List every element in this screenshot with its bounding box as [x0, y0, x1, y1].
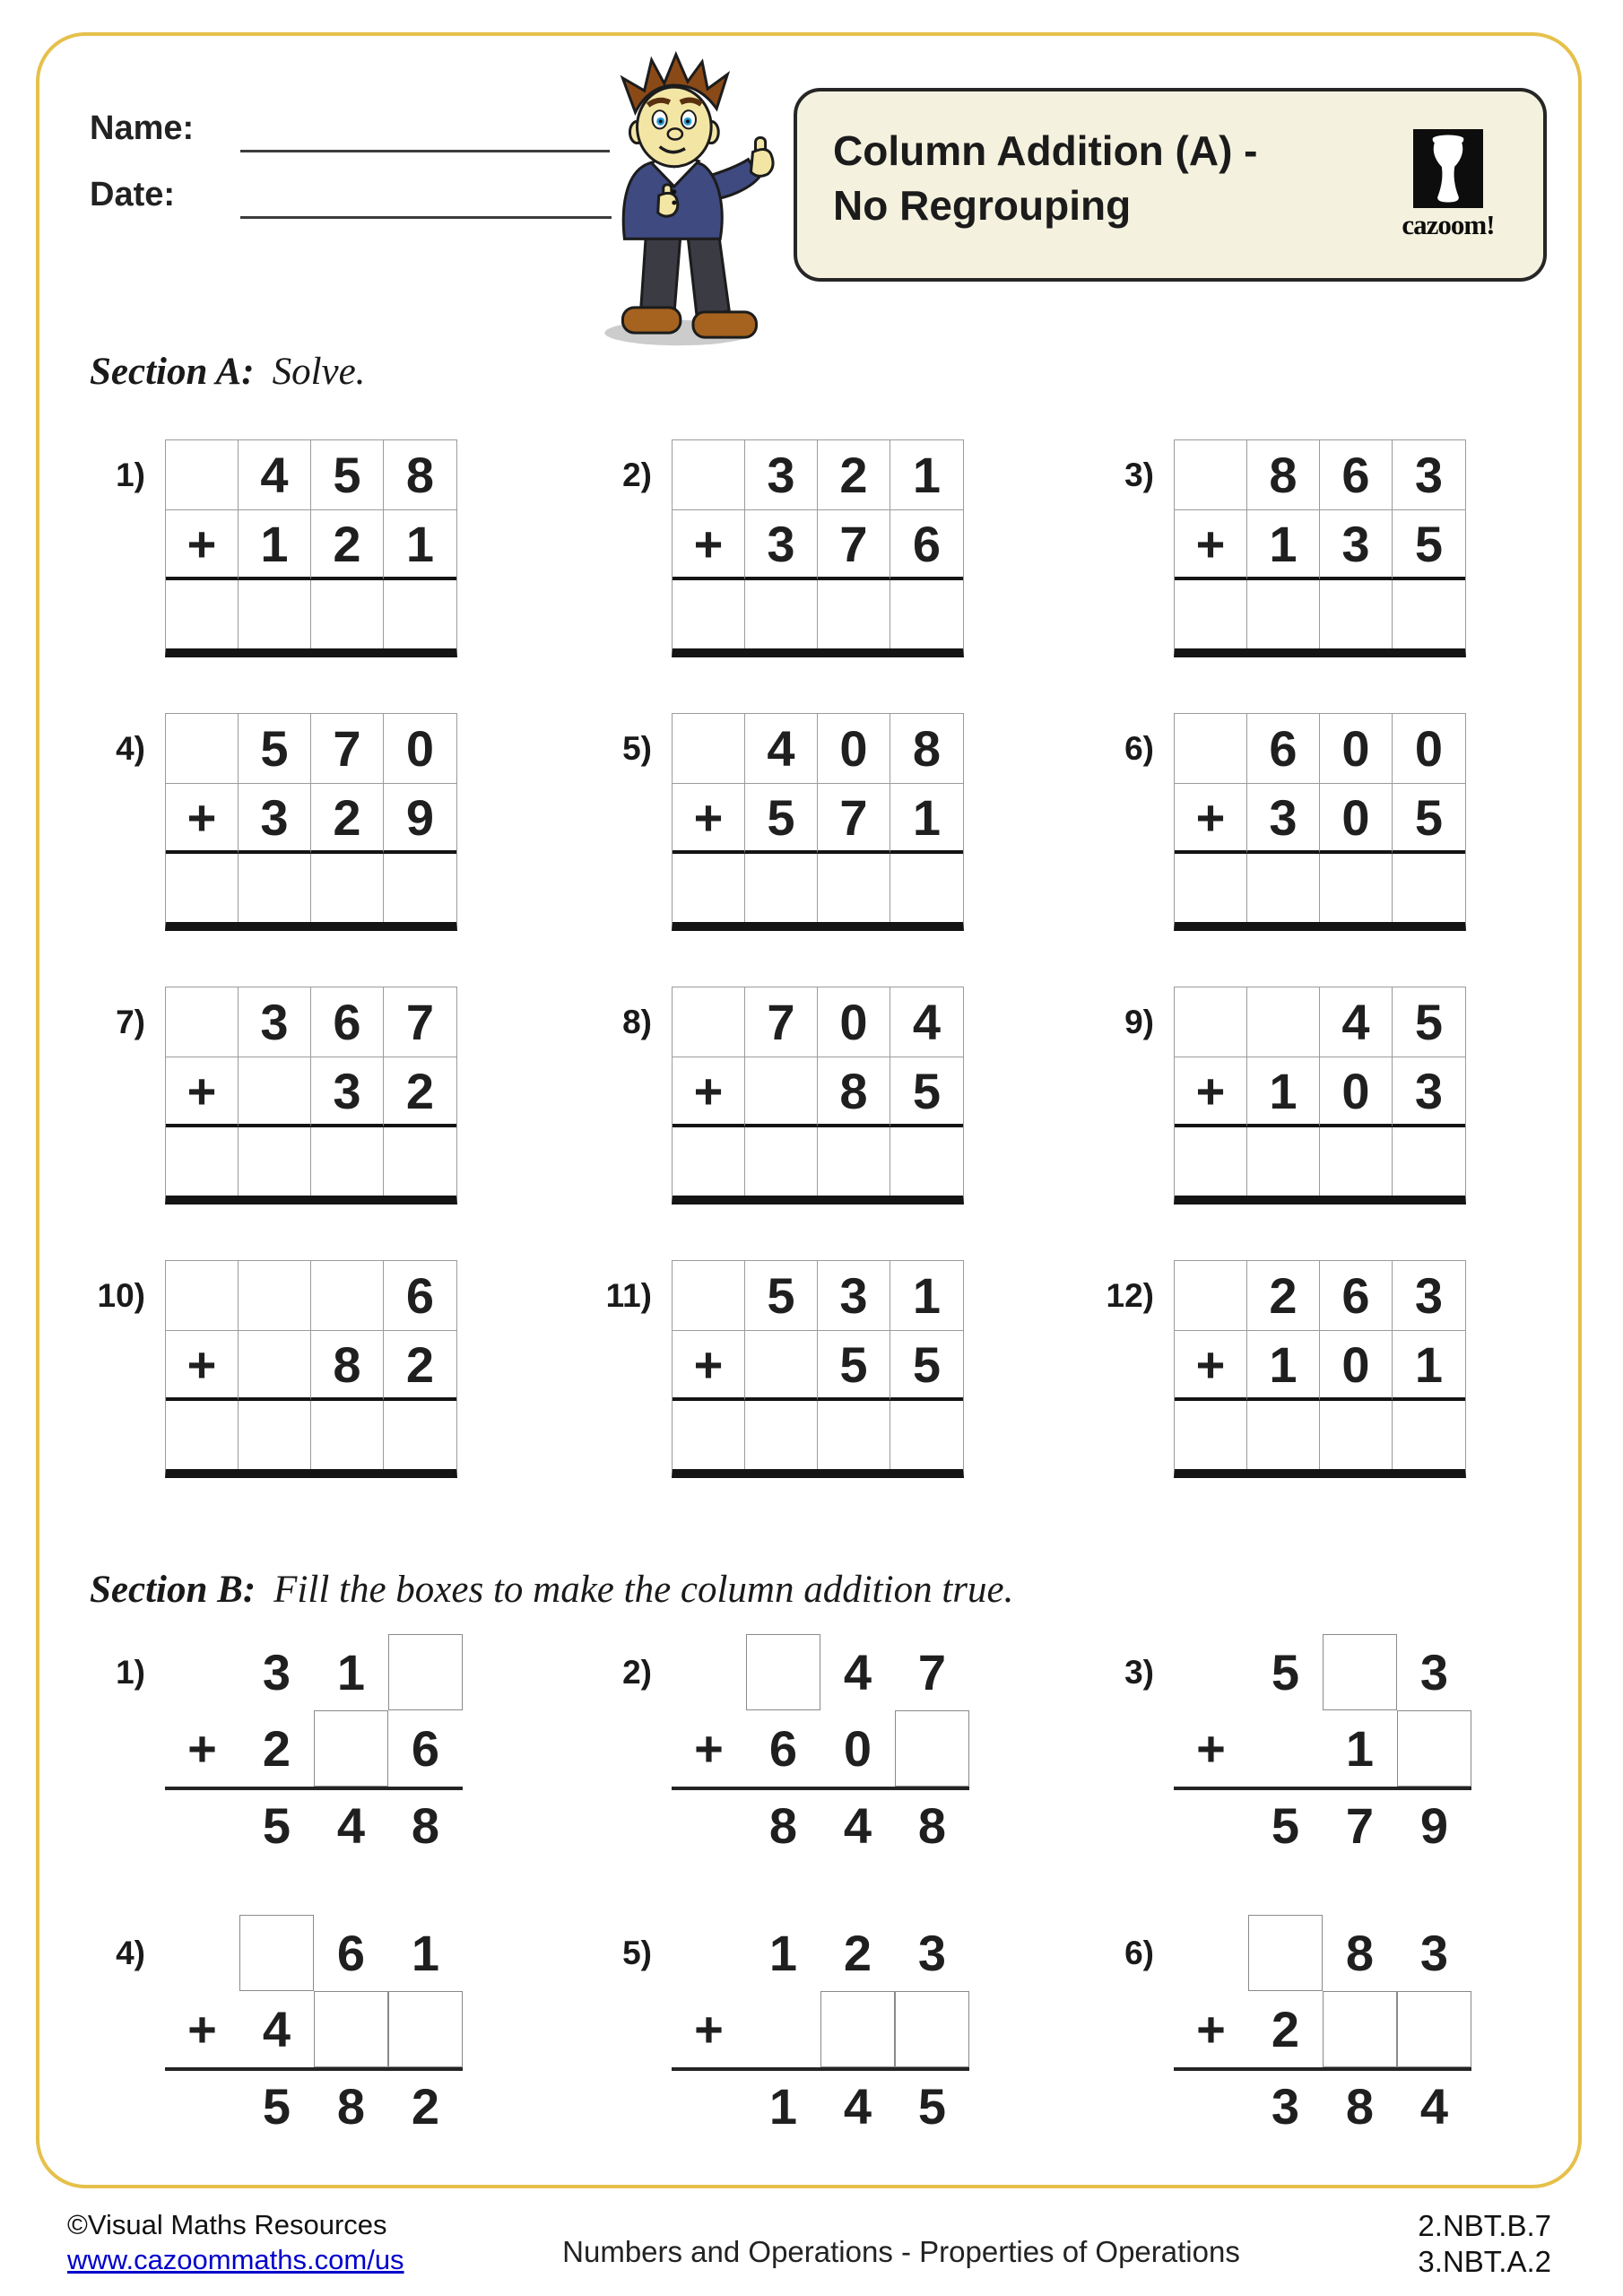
empty-cell — [166, 1261, 239, 1331]
digit-cell: 2 — [843, 1925, 872, 1981]
fill-box[interactable] — [314, 1991, 388, 2067]
fill-in-problem-grid — [1174, 1634, 1471, 1855]
sum-digit: 1 — [768, 2077, 798, 2135]
fill-box[interactable] — [895, 1710, 969, 1787]
answer-cell[interactable] — [311, 580, 384, 648]
digit-cell: 3 — [1320, 510, 1393, 580]
problem-number: 3) — [1124, 1654, 1154, 1691]
digit-cell: 7 — [818, 510, 890, 580]
digit-cell: 2 — [818, 440, 890, 510]
footer-standards — [1418, 2208, 1551, 2279]
digit-cell: 5 — [1393, 987, 1465, 1057]
addition-table — [672, 439, 964, 657]
addition-table — [672, 1260, 964, 1478]
date-input-line[interactable] — [240, 216, 612, 219]
digit-cell: 0 — [1320, 784, 1393, 854]
sum-digit: 4 — [843, 1796, 872, 1854]
sum-digit: 8 — [917, 1796, 947, 1854]
digit-cell: 6 — [1247, 714, 1320, 784]
digit-cell: 4 — [890, 987, 963, 1057]
sum-digit: 4 — [336, 1796, 366, 1854]
fill-box[interactable] — [895, 1991, 969, 2067]
digit-cell: 0 — [384, 714, 456, 784]
problem-number: 8) — [622, 1004, 652, 1040]
answer-cell[interactable] — [1320, 580, 1393, 648]
answer-cell[interactable] — [166, 1401, 239, 1469]
digit-cell: 5 — [745, 784, 818, 854]
answer-cell[interactable] — [1393, 854, 1465, 922]
answer-cell[interactable] — [166, 854, 239, 922]
answer-cell[interactable] — [1247, 580, 1320, 648]
empty-cell — [1175, 440, 1247, 510]
addition-table — [165, 439, 457, 657]
digit-cell: 0 — [843, 1720, 872, 1777]
addition-problem — [90, 1260, 596, 1478]
empty-cell — [1174, 2071, 1248, 2135]
problem-number: 1) — [116, 457, 145, 493]
sum-digit: 3 — [1271, 2077, 1300, 2135]
section-b-heading — [90, 1568, 1013, 1612]
answer-cell[interactable] — [1247, 1401, 1320, 1469]
answer-cell[interactable] — [1320, 1127, 1393, 1196]
digit-cell: 2 — [384, 1331, 456, 1401]
digit-cell: 6 — [384, 1261, 456, 1331]
addition-problem — [90, 987, 596, 1205]
problem-number: 12) — [1106, 1277, 1154, 1314]
title-line-2: No Regrouping — [833, 181, 1132, 229]
digit-cell: 0 — [1320, 1057, 1393, 1127]
answer-cell[interactable] — [673, 580, 745, 648]
digit-cell: 6 — [768, 1720, 798, 1777]
addition-table — [672, 987, 964, 1205]
digit-cell: 7 — [745, 987, 818, 1057]
digit-cell: 3 — [1419, 1644, 1449, 1700]
addition-problem — [596, 439, 1098, 657]
digit-cell: 5 — [239, 714, 311, 784]
digit-cell: 0 — [1393, 714, 1465, 784]
fill-box[interactable] — [388, 1634, 463, 1710]
empty-cell — [673, 714, 745, 784]
addition-problem — [90, 713, 596, 931]
digit-cell: 5 — [311, 440, 384, 510]
digit-cell: 3 — [1393, 1261, 1465, 1331]
worksheet-title — [833, 124, 1258, 232]
cazoom-logo-text: cazoom! — [1402, 209, 1495, 240]
sum-digit: 4 — [843, 2077, 872, 2135]
fill-in-problem-grid — [165, 1634, 463, 1855]
problem-number: 5) — [622, 1935, 652, 1971]
digit-cell: 1 — [1247, 510, 1320, 580]
digit-cell: 8 — [818, 1057, 890, 1127]
section-a-label: Section A: — [90, 351, 255, 393]
section-a-heading — [90, 350, 365, 394]
empty-cell — [672, 2071, 746, 2135]
addition-problem — [596, 1260, 1098, 1478]
sum-digit: 5 — [262, 1796, 291, 1854]
problem-number: 6) — [1124, 1935, 1154, 1971]
plus-sign: + — [673, 1331, 745, 1401]
digit-cell: 2 — [262, 1720, 291, 1777]
empty-cell — [1247, 987, 1320, 1057]
answer-cell[interactable] — [745, 1127, 818, 1196]
answer-cell[interactable] — [818, 1127, 890, 1196]
problem-number: 9) — [1124, 1004, 1154, 1040]
digit-cell: 3 — [1393, 440, 1465, 510]
digit-cell: 5 — [890, 1057, 963, 1127]
digit-cell: 7 — [311, 714, 384, 784]
problem-number: 5) — [622, 730, 652, 767]
sum-digit: 5 — [1271, 1796, 1300, 1854]
footer-topic: Numbers and Operations - Properties of Operations — [562, 2235, 1240, 2268]
digit-cell: 0 — [1320, 714, 1393, 784]
standard-code-1: 2.NBT.B.7 — [1418, 2209, 1551, 2242]
fill-in-problem-grid — [672, 1915, 969, 2135]
digit-cell: 4 — [262, 2001, 291, 2057]
empty-cell — [745, 1057, 818, 1127]
digit-cell: 1 — [1393, 1331, 1465, 1401]
empty-cell — [239, 1261, 311, 1331]
empty-cell — [673, 1261, 745, 1331]
addition-table — [1174, 1260, 1466, 1478]
digit-cell: 3 — [311, 1057, 384, 1127]
answer-cell[interactable] — [1320, 1401, 1393, 1469]
plus-sign: + — [166, 1331, 239, 1401]
standard-code-2: 3.NBT.A.2 — [1418, 2244, 1551, 2278]
empty-cell — [239, 1331, 311, 1401]
plus-sign: + — [1196, 1720, 1226, 1777]
fill-box[interactable] — [1397, 1991, 1471, 2067]
addition-problem — [1098, 1260, 1551, 1478]
addition-problem — [1098, 439, 1551, 657]
problem-number: 7) — [116, 1004, 145, 1040]
fill-in-problem-grid — [165, 1915, 463, 2135]
digit-cell: 7 — [384, 987, 456, 1057]
addition-problem — [1098, 1634, 1551, 1855]
problem-number: 10) — [97, 1277, 145, 1314]
digit-cell: 6 — [311, 987, 384, 1057]
fill-box[interactable] — [746, 1634, 820, 1710]
fill-box[interactable] — [239, 1915, 314, 1991]
digit-cell: 3 — [818, 1261, 890, 1331]
fill-box[interactable] — [820, 1991, 895, 2067]
sum-digit: 5 — [917, 2077, 947, 2135]
title-line-1: Column Addition (A) - — [833, 127, 1258, 174]
answer-cell[interactable] — [745, 580, 818, 648]
plus-sign: + — [166, 784, 239, 854]
digit-cell: 8 — [890, 714, 963, 784]
problem-number: 6) — [1124, 730, 1154, 767]
empty-cell — [239, 1057, 311, 1127]
digit-cell: 6 — [336, 1925, 366, 1981]
empty-cell — [1174, 1915, 1248, 1991]
digit-cell: 0 — [818, 714, 890, 784]
sum-digit: 4 — [1419, 2077, 1449, 2135]
empty-cell — [672, 1915, 746, 1991]
fill-box[interactable] — [1323, 1634, 1397, 1710]
problem-number: 4) — [116, 730, 145, 767]
addition-problem — [596, 1634, 1098, 1855]
digit-cell: 4 — [745, 714, 818, 784]
section-b-instruction: Fill the boxes to make the column addition true. — [273, 1569, 1014, 1611]
digit-cell: 3 — [1247, 784, 1320, 854]
sum-digit: 8 — [1345, 2077, 1375, 2135]
digit-cell: 5 — [890, 1331, 963, 1401]
answer-cell[interactable] — [890, 1401, 963, 1469]
digit-cell: 2 — [1247, 1261, 1320, 1331]
digit-cell: 0 — [818, 987, 890, 1057]
digit-cell: 6 — [890, 510, 963, 580]
sum-digit: 8 — [411, 1796, 440, 1854]
addition-table — [165, 987, 457, 1205]
digit-cell: 7 — [917, 1644, 947, 1700]
answer-cell[interactable] — [1393, 580, 1465, 648]
digit-cell: 1 — [1345, 1720, 1375, 1777]
digit-cell: 4 — [843, 1644, 872, 1700]
digit-cell: 8 — [1247, 440, 1320, 510]
answer-cell[interactable] — [239, 580, 311, 648]
problem-number: 3) — [1124, 457, 1154, 493]
plus-sign: + — [673, 1057, 745, 1127]
addition-table — [1174, 713, 1466, 931]
problem-number: 2) — [622, 457, 652, 493]
empty-cell — [1175, 987, 1247, 1057]
digit-cell: 7 — [818, 784, 890, 854]
plus-sign: + — [1196, 2001, 1226, 2057]
fill-box[interactable] — [314, 1710, 388, 1787]
plus-sign: + — [694, 2001, 724, 2057]
answer-cell[interactable] — [239, 854, 311, 922]
answer-cell[interactable] — [384, 1127, 456, 1196]
answer-cell[interactable] — [673, 854, 745, 922]
empty-cell — [165, 1634, 239, 1710]
answer-cell[interactable] — [818, 1401, 890, 1469]
section-b-problems — [90, 1634, 1551, 2135]
plus-sign: + — [673, 510, 745, 580]
digit-cell: 1 — [384, 510, 456, 580]
date-label: Date: — [90, 176, 176, 213]
copyright-text: ©Visual Maths Resources — [67, 2209, 387, 2240]
cazoom-logo — [1394, 129, 1502, 241]
problem-number: 2) — [622, 1654, 652, 1691]
answer-cell[interactable] — [1175, 854, 1247, 922]
plus-sign: + — [166, 1057, 239, 1127]
answer-cell[interactable] — [1393, 1401, 1465, 1469]
answer-cell[interactable] — [818, 580, 890, 648]
answer-cell[interactable] — [890, 580, 963, 648]
sum-digit: 9 — [1419, 1796, 1449, 1854]
addition-problem — [1098, 987, 1551, 1205]
digit-cell: 3 — [745, 440, 818, 510]
addition-table — [165, 1260, 457, 1478]
digit-cell: 4 — [239, 440, 311, 510]
cazoom-website-link[interactable]: www.cazoommaths.com/us — [67, 2243, 404, 2275]
fill-box[interactable] — [1323, 1991, 1397, 2067]
fill-in-problem-grid — [672, 1634, 969, 1855]
plus-sign: + — [1175, 1331, 1247, 1401]
plus-sign: + — [166, 510, 239, 580]
digit-cell: 1 — [239, 510, 311, 580]
sum-digit: 8 — [768, 1796, 798, 1854]
digit-cell: 1 — [890, 1261, 963, 1331]
empty-cell — [1175, 1261, 1247, 1331]
plus-sign: + — [187, 1720, 217, 1777]
answer-cell[interactable] — [1175, 1127, 1247, 1196]
addition-problem — [90, 439, 596, 657]
answer-cell[interactable] — [673, 1127, 745, 1196]
problem-number: 1) — [116, 1654, 145, 1691]
addition-problem — [1098, 713, 1551, 931]
empty-cell — [1174, 1790, 1248, 1855]
digit-cell: 1 — [890, 440, 963, 510]
digit-cell: 5 — [1393, 784, 1465, 854]
digit-cell: 6 — [1320, 1261, 1393, 1331]
answer-cell[interactable] — [673, 1401, 745, 1469]
digit-cell: 3 — [262, 1644, 291, 1700]
empty-cell — [672, 1790, 746, 1855]
answer-cell[interactable] — [311, 1401, 384, 1469]
addition-table — [1174, 439, 1466, 657]
digit-cell: 3 — [1393, 1057, 1465, 1127]
empty-cell — [1248, 1710, 1323, 1787]
digit-cell: 2 — [1271, 2001, 1300, 2057]
addition-problem — [596, 713, 1098, 931]
fill-in-problem-grid — [1174, 1915, 1471, 2135]
digit-cell: 1 — [890, 784, 963, 854]
answer-cell[interactable] — [311, 854, 384, 922]
plus-sign: + — [187, 2001, 217, 2057]
answer-cell[interactable] — [166, 1127, 239, 1196]
digit-cell: 8 — [1345, 1925, 1375, 1981]
answer-cell[interactable] — [1175, 1401, 1247, 1469]
sum-digit: 5 — [262, 2077, 291, 2135]
empty-cell — [166, 714, 239, 784]
addition-table — [1174, 987, 1466, 1205]
digit-cell: 9 — [384, 784, 456, 854]
name-label: Name: — [90, 109, 195, 147]
empty-cell — [166, 987, 239, 1057]
digit-cell: 1 — [1247, 1057, 1320, 1127]
sum-digit: 7 — [1345, 1796, 1375, 1854]
name-input-line[interactable] — [240, 150, 610, 152]
section-a-problems — [90, 439, 1551, 1478]
answer-cell[interactable] — [890, 854, 963, 922]
digit-cell: 0 — [1320, 1331, 1393, 1401]
digit-cell: 3 — [239, 784, 311, 854]
addition-problem — [596, 987, 1098, 1205]
empty-cell — [311, 1261, 384, 1331]
digit-cell: 8 — [384, 440, 456, 510]
empty-cell — [746, 1991, 820, 2067]
empty-cell — [672, 1634, 746, 1710]
section-a-instruction: Solve. — [272, 351, 366, 393]
addition-table — [672, 713, 964, 931]
digit-cell: 6 — [1320, 440, 1393, 510]
plus-sign: + — [1175, 510, 1247, 580]
digit-cell: 5 — [745, 1261, 818, 1331]
digit-cell: 1 — [411, 1925, 440, 1981]
answer-cell[interactable] — [239, 1401, 311, 1469]
answer-cell[interactable] — [166, 580, 239, 648]
worksheet-title-box — [794, 88, 1547, 282]
sum-digit: 2 — [411, 2077, 440, 2135]
answer-cell[interactable] — [384, 1401, 456, 1469]
cazoom-drum-icon — [1413, 129, 1483, 208]
answer-cell[interactable] — [384, 580, 456, 648]
empty-cell — [1174, 1634, 1248, 1710]
boy-mascot-illustration — [572, 50, 816, 350]
addition-problem — [1098, 1915, 1551, 2135]
plus-sign: + — [1175, 784, 1247, 854]
answer-cell[interactable] — [1247, 854, 1320, 922]
empty-cell — [673, 440, 745, 510]
plus-sign: + — [1175, 1057, 1247, 1127]
empty-cell — [745, 1331, 818, 1401]
answer-cell[interactable] — [1320, 854, 1393, 922]
empty-cell — [165, 1790, 239, 1855]
plus-sign: + — [694, 1720, 724, 1777]
answer-cell[interactable] — [239, 1127, 311, 1196]
digit-cell: 6 — [411, 1720, 440, 1777]
digit-cell: 3 — [745, 510, 818, 580]
addition-problem — [596, 1915, 1098, 2135]
answer-cell[interactable] — [1393, 1127, 1465, 1196]
digit-cell: 5 — [1271, 1644, 1300, 1700]
fill-box[interactable] — [1248, 1915, 1323, 1991]
empty-cell — [1175, 714, 1247, 784]
answer-cell[interactable] — [1175, 580, 1247, 648]
problem-number: 11) — [605, 1277, 652, 1314]
digit-cell: 8 — [311, 1331, 384, 1401]
digit-cell: 2 — [311, 510, 384, 580]
answer-cell[interactable] — [890, 1127, 963, 1196]
empty-cell — [165, 1915, 239, 1991]
digit-cell: 4 — [1320, 987, 1393, 1057]
digit-cell: 1 — [336, 1644, 366, 1700]
digit-cell: 2 — [384, 1057, 456, 1127]
sum-digit: 8 — [336, 2077, 366, 2135]
empty-cell — [165, 2071, 239, 2135]
section-b-label: Section B: — [90, 1569, 256, 1611]
answer-cell[interactable] — [818, 854, 890, 922]
addition-table — [165, 713, 457, 931]
digit-cell: 5 — [1393, 510, 1465, 580]
answer-cell[interactable] — [1247, 1127, 1320, 1196]
fill-box[interactable] — [388, 1991, 463, 2067]
digit-cell: 3 — [917, 1925, 947, 1981]
answer-cell[interactable] — [311, 1127, 384, 1196]
answer-cell[interactable] — [384, 854, 456, 922]
addition-problem — [90, 1915, 596, 2135]
digit-cell: 3 — [239, 987, 311, 1057]
digit-cell: 3 — [1419, 1925, 1449, 1981]
problem-number: 4) — [116, 1935, 145, 1971]
digit-cell: 2 — [311, 784, 384, 854]
digit-cell: 5 — [818, 1331, 890, 1401]
answer-cell[interactable] — [745, 854, 818, 922]
empty-cell — [166, 440, 239, 510]
answer-cell[interactable] — [745, 1401, 818, 1469]
digit-cell: 1 — [1247, 1331, 1320, 1401]
empty-cell — [673, 987, 745, 1057]
digit-cell: 1 — [768, 1925, 798, 1981]
plus-sign: + — [673, 784, 745, 854]
addition-problem — [90, 1634, 596, 1855]
fill-box[interactable] — [1397, 1710, 1471, 1787]
